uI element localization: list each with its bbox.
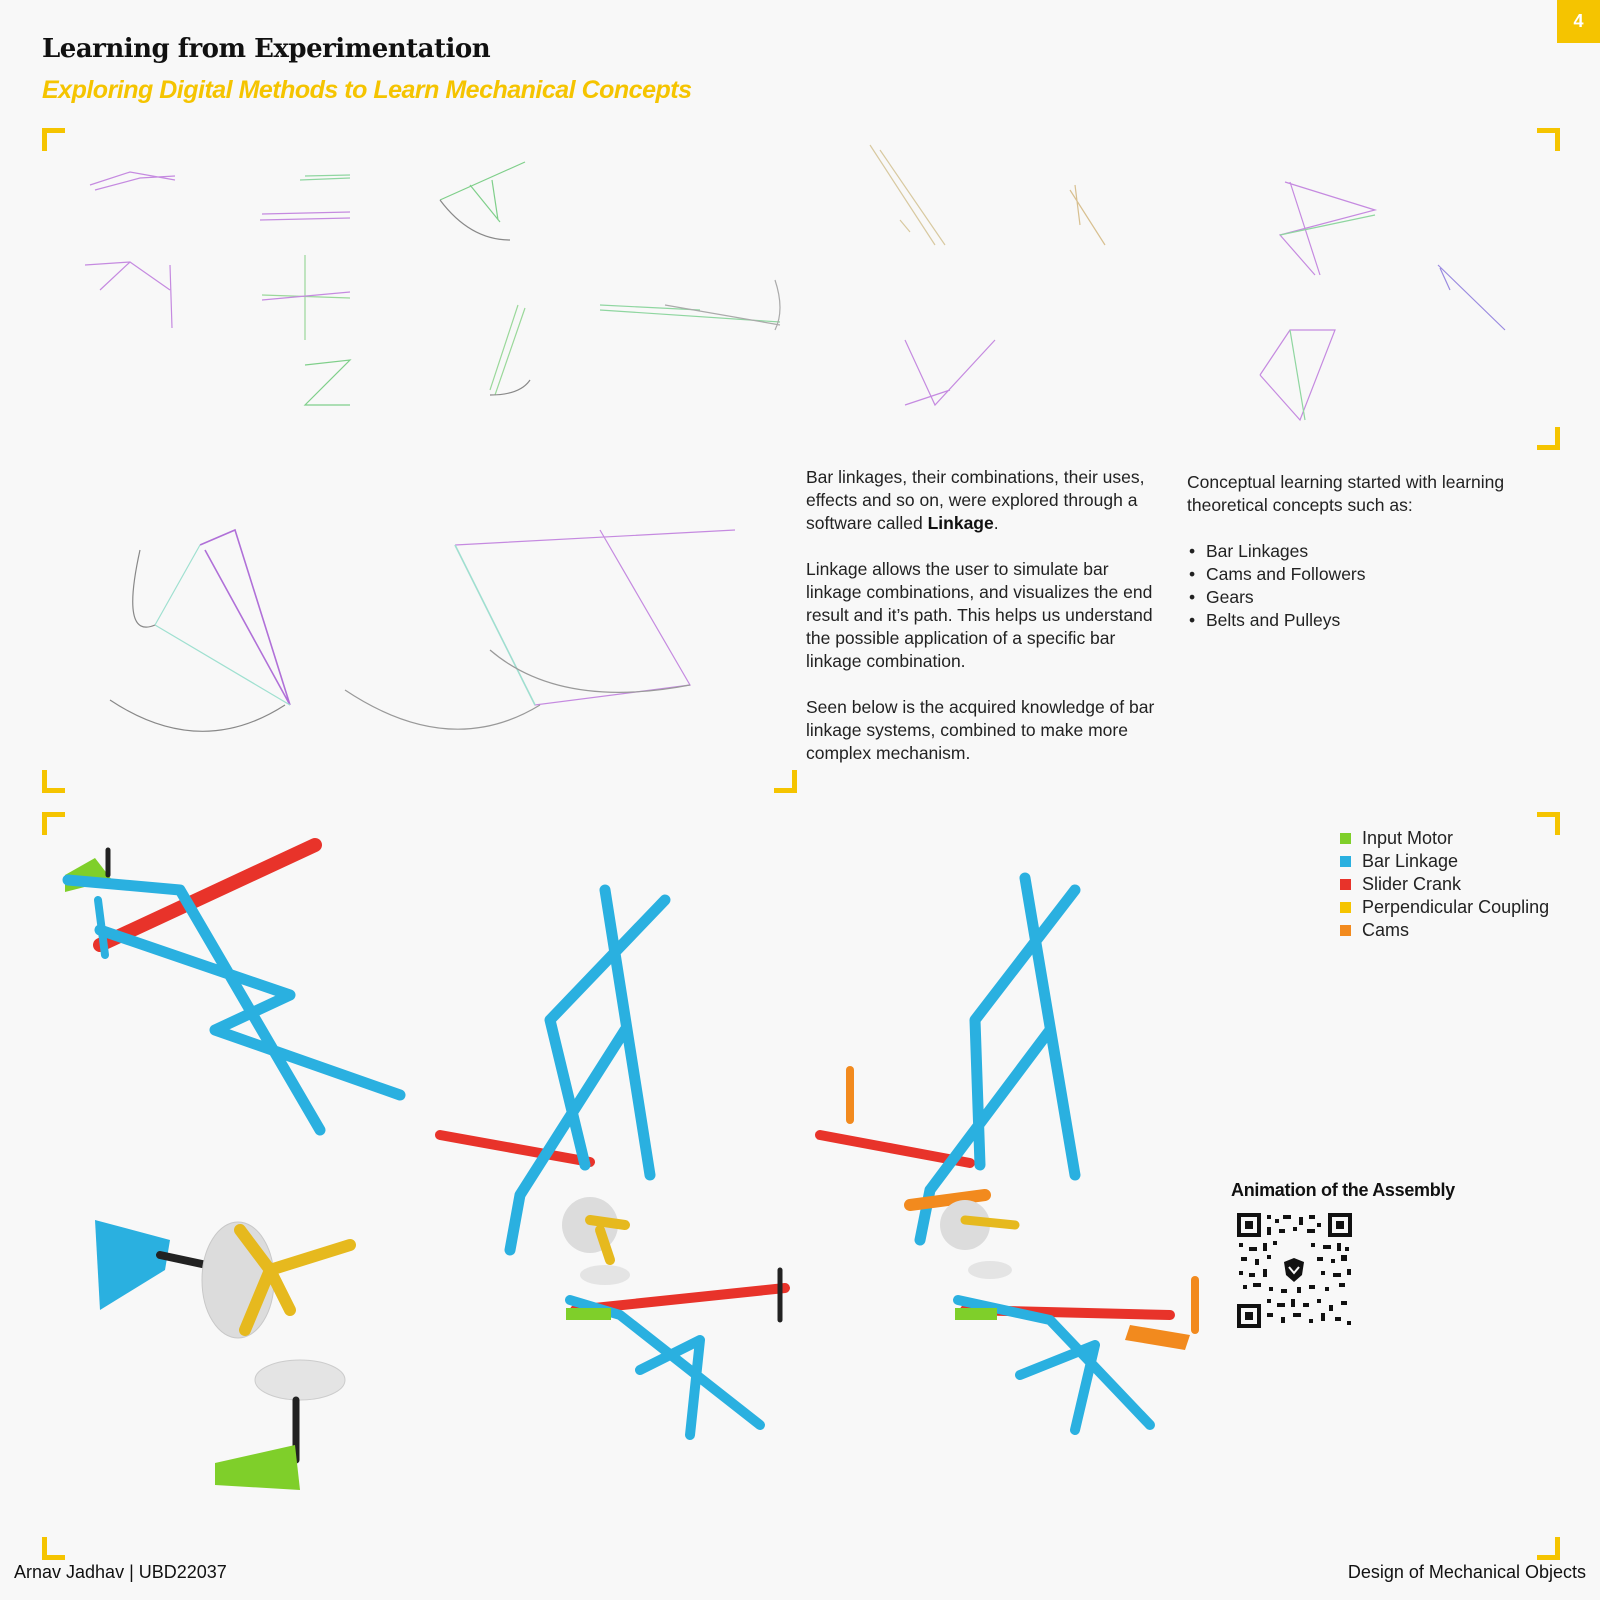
legend	[1340, 827, 1549, 942]
swatch-input-motor	[1340, 833, 1351, 844]
legend-label: Bar Linkage	[1362, 851, 1459, 871]
legend-label: Input Motor	[1362, 828, 1454, 848]
qr-code[interactable]	[1237, 1213, 1352, 1328]
concepts-block	[1187, 471, 1552, 632]
legend-item	[1340, 896, 1549, 919]
linkage-sketches	[0, 0, 1600, 780]
frame-corner	[1537, 1537, 1560, 1560]
swatch-bar-linkage	[1340, 856, 1351, 867]
linkage-p3: Seen below is the acquired knowledge of bar linkage systems, combined to make more complex mechanism.	[806, 697, 1155, 763]
legend-item	[1340, 919, 1549, 942]
swatch-slider-crank	[1340, 879, 1351, 890]
list-item: • Bar Linkages	[1187, 540, 1552, 563]
page-number: 4	[1557, 0, 1600, 43]
list-item: • Belts and Pulleys	[1187, 609, 1552, 632]
concepts-list	[1187, 540, 1552, 632]
legend-item	[1340, 850, 1549, 873]
mechanism-render-1-lower	[95, 1220, 350, 1490]
footer-author: Arnav Jadhav | UBD22037	[14, 1562, 227, 1582]
legend-label: Cams	[1362, 920, 1410, 940]
mechanism-renders	[0, 830, 1250, 1550]
linkage-description	[806, 466, 1166, 788]
legend-label: Slider Crank	[1362, 874, 1462, 894]
legend-item	[1340, 873, 1549, 896]
swatch-cams	[1340, 925, 1351, 936]
linkage-p1: Bar linkages, their combinations, their uses, effects and so on, were explored through a software called	[806, 467, 1145, 533]
swatch-perpendicular-coupling	[1340, 902, 1351, 913]
page-title: Learning from Experimentation	[42, 34, 491, 64]
legend-label: Perpendicular Coupling	[1362, 897, 1550, 917]
linkage-p2: Linkage allows the user to simulate bar linkage combinations, and visualizes the end result and it’s path. This helps us understand the possible application of a specific bar linkage combination.	[806, 559, 1153, 671]
linkage-sketch	[85, 145, 1505, 420]
page-subtitle: Exploring Digital Methods to Learn Mechanical Concepts	[42, 76, 692, 104]
list-item: • Cams and Followers	[1187, 563, 1552, 586]
linkage-sketch-large	[110, 530, 735, 731]
mechanism-render-1	[65, 845, 400, 1130]
footer-course: Design of Mechanical Objects	[1347, 1562, 1586, 1582]
qr-title: Animation of the Assembly	[1231, 1180, 1455, 1200]
mechanism-render-3	[820, 878, 1195, 1430]
concepts-intro: Conceptual learning started with learning theoretical concepts such as:	[1187, 472, 1505, 515]
mechanism-render-2	[440, 890, 785, 1435]
linkage-software-name: Linkage	[927, 513, 994, 533]
legend-item	[1340, 827, 1549, 850]
list-item: • Gears	[1187, 586, 1552, 609]
linkage-p1-end: .	[993, 513, 999, 533]
